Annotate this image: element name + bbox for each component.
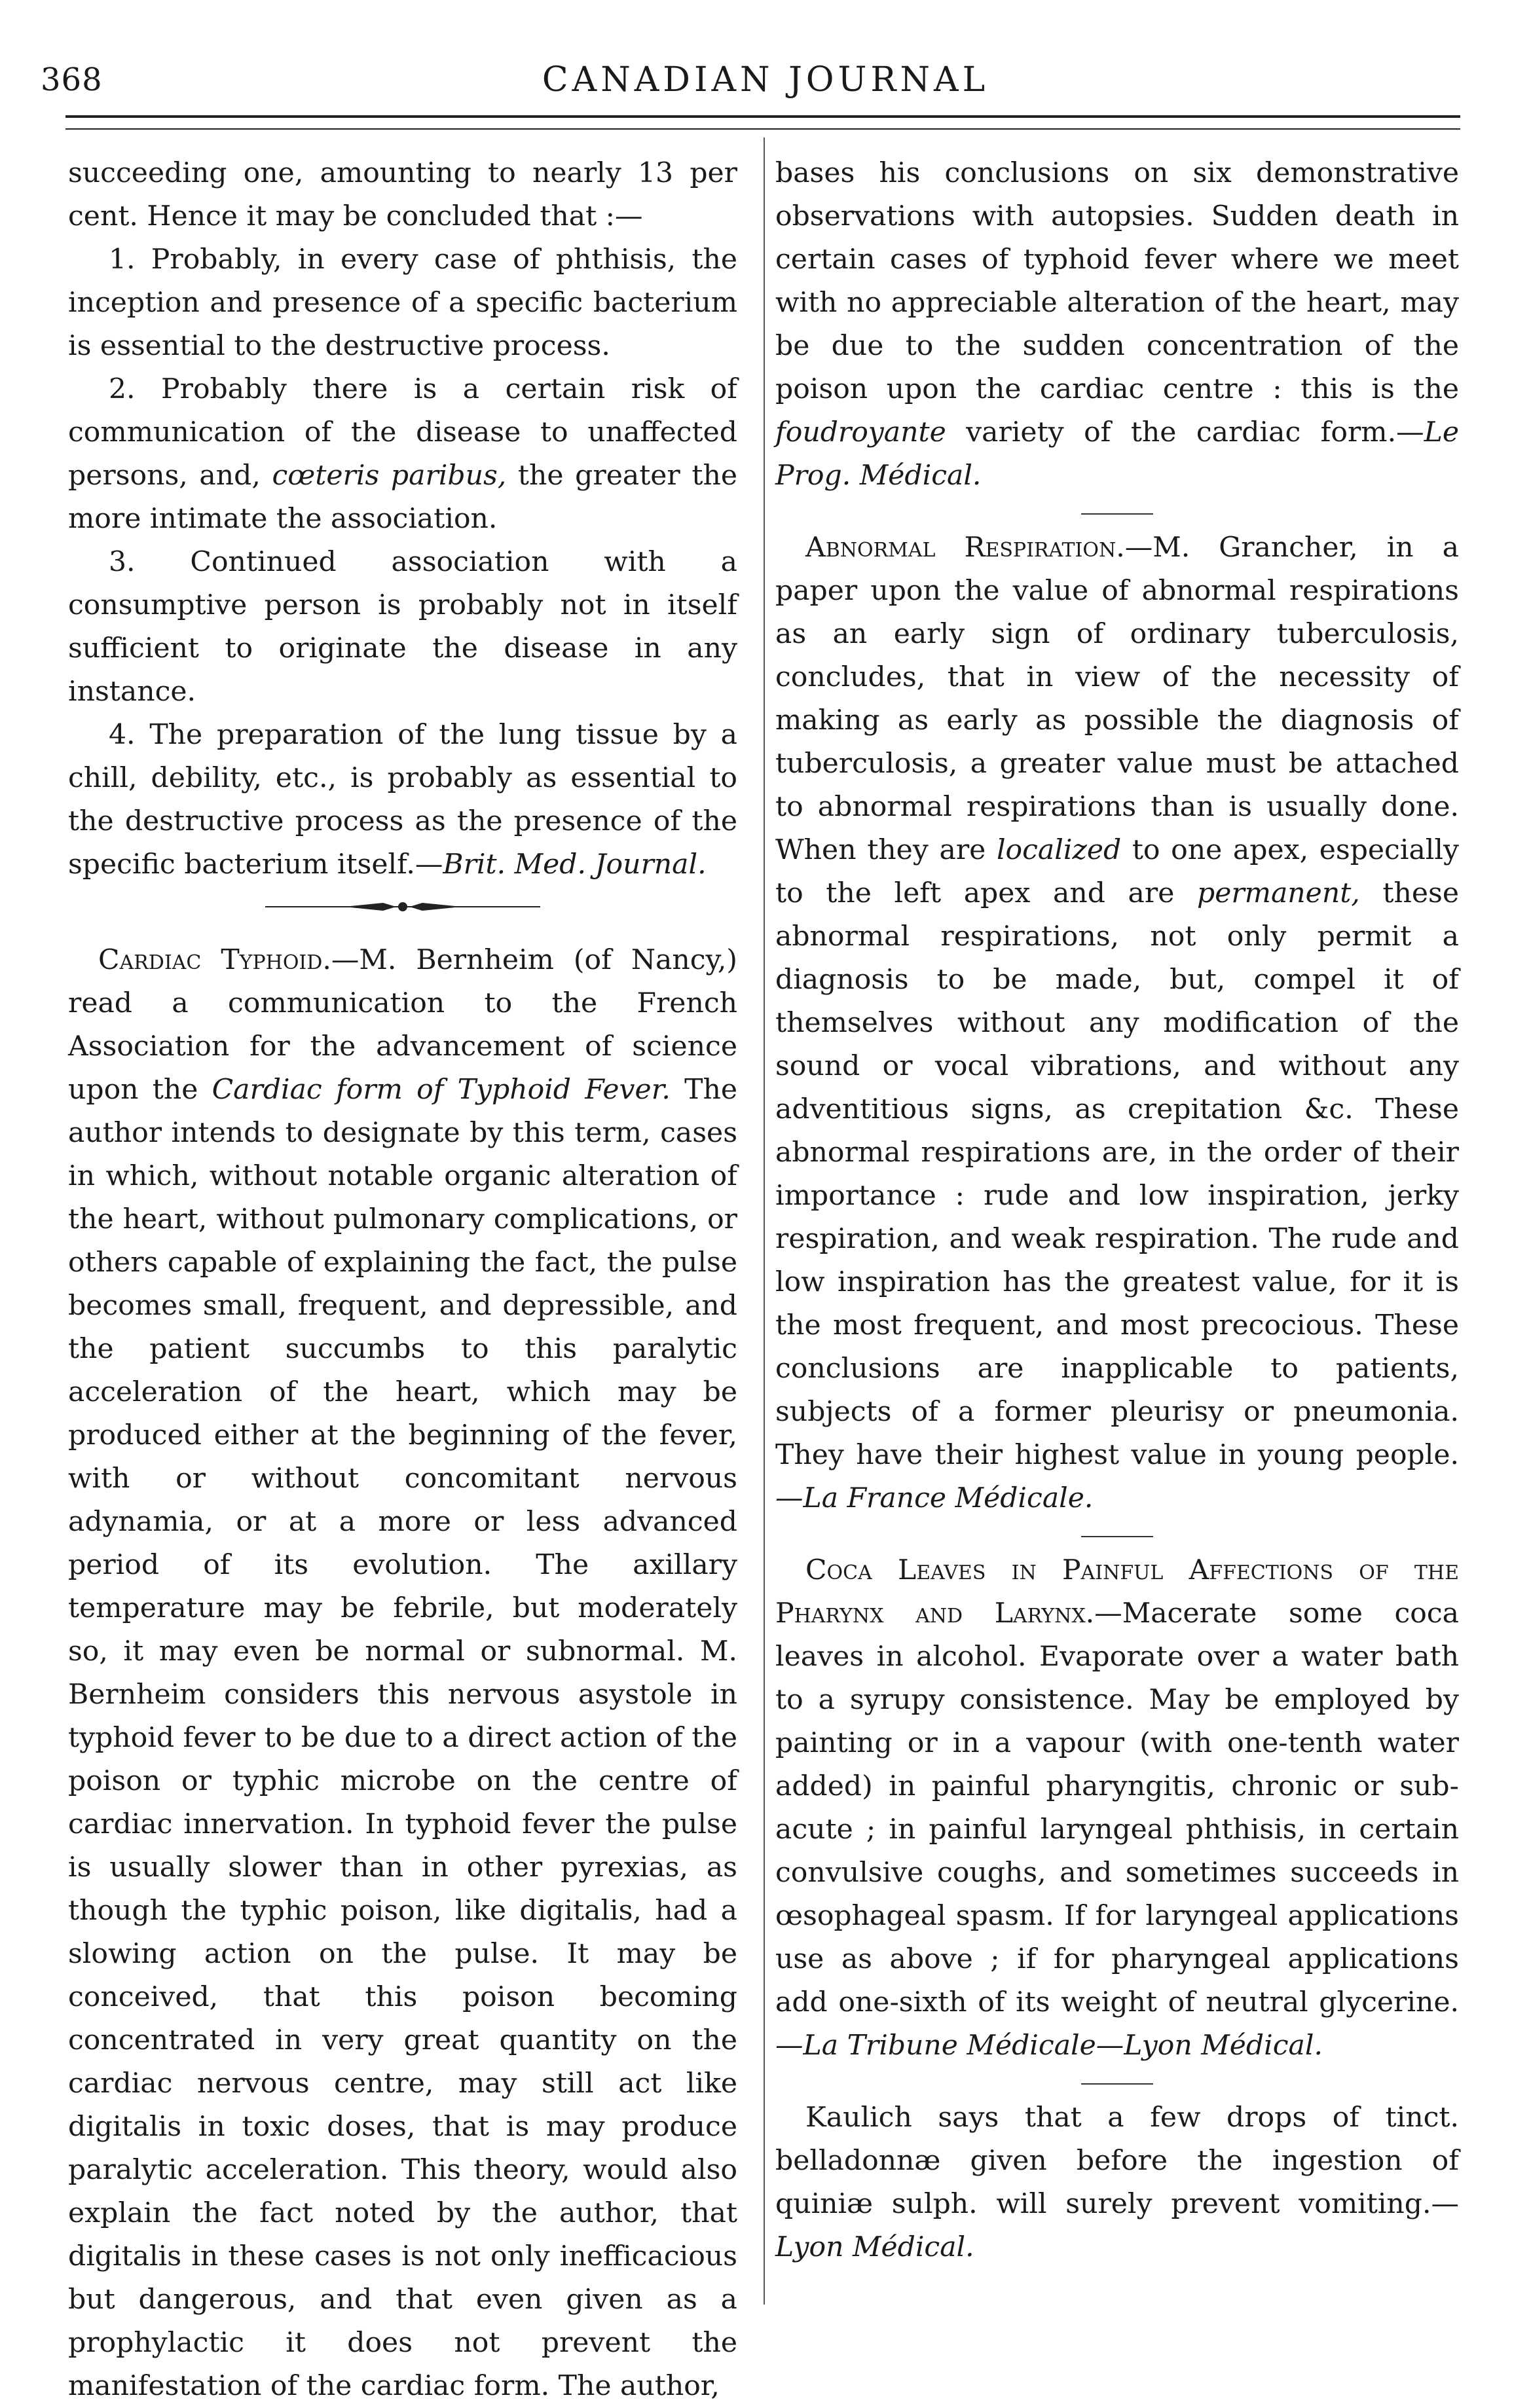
conclusion-4: 4. The preparation of the lung tissue by a chill, debility, etc., is probably as essential to the destructive process as the presence of the specific bacterium itself.—Brit. Med. Journal. [68,719,737,881]
respiration-source: —La France Médicale. [775,1482,1094,1514]
abnormal-respiration-heading: Abnormal Respiration. [805,532,1125,564]
running-title: CANADIAN JOURNAL [542,60,989,100]
coca-leaves-paragraph: Coca Leaves in Painful Affections of the Pharynx and Larynx.—Macerate some coca leaves in alcohol. Evaporate over a water bath to a syrupy consistence. May be employed by painting or in a vapour (with one-tenth water added) in painful pharyngitis, chronic or sub-acute ; in painful laryngeal phthisis, in certain convulsive coughs, and sometimes succeeds in œsophageal spasm. If for laryngeal applications use as above ; if for pharyngeal applications add one-sixth of its weight of neutral glycerine.—La Tribune Médicale—Lyon Médical. [775,1554,1459,2062]
left-column [68,152,737,2408]
header-rule-thick [65,115,1460,118]
conclusion-3: 3. Continued association with a consumptive person is probably not in itself sufficient to originate the disease in any instance. [68,546,737,708]
conclusion-2: 2. Probably there is a certain risk of communication of the disease to unaffected persons, and, cœteris paribus, the greater the more intimate the association. [68,373,737,535]
coca-source: —La Tribune Médicale—Lyon Médical. [775,2030,1323,2062]
section-separator [1081,513,1153,515]
abnormal-respiration-paragraph: Abnormal Respiration.—M. Grancher, in a paper upon the value of abnormal respirations as an early sign of ordinary tuberculosis, concludes, that in view of the necessity of making as early as possible the diagnosis of tuberculosis, a greater value must be attached to abnormal respirations than is usually done. When they are localized to one apex, especially to the left apex and are permanent, these abnormal respirations, not only permit a diagnosis to be made, but, compel it of themselves without any modification of the sound or vocal vibrations, and without any adventitious signs, as crepitation &c. These abnormal respirations are, in the order of their importance : rude and low inspiration, jerky respiration, and weak respiration. The rude and low inspiration has the greatest value, for it is the most frequent, and most precocious. These conclusions are inapplicable to patients, subjects of a former pleurisy or pneumonia. They have their highest value in young people. —La France Médicale. [775,532,1459,1514]
intro-paragraph: succeeding one, amounting to nearly 13 per cent. Hence it may be concluded that :— [68,157,737,232]
cardiac-source: Le Prog. Médical. [775,416,1459,492]
coca-leaves-heading: Coca Leaves in Painful Affections of the Pharynx and Larynx. [775,1554,1459,1630]
section-separator [1081,1536,1153,1537]
page-number: 368 [41,62,103,98]
right-column [775,152,1459,2269]
cardiac-typhoid-continued: bases his conclusions on six demonstrative observations with autopsies. Sudden death in certain cases of typhoid fever where we meet with no appreciable alteration of the heart, may be due to the sudden concentration of the poison upon the cardiac centre : this is the foudroyante variety of the cardiac form.—Le Prog. Médical. [775,157,1459,492]
conclusion-source: —Brit. Med. Journal. [415,848,707,881]
kaulich-paragraph: Kaulich says that a few drops of tinct. belladonnæ given before the ingestion of quiniæ sulph. will surely prevent vomiting.—Lyon Médical. [775,2102,1459,2263]
cardiac-typhoid-heading: Cardiac Typhoid. [98,944,331,976]
conclusion-1: 1. Probably, in every case of phthisis, the inception and presence of a specific bacterium is essential to the destructive process. [68,244,737,362]
header-rule-thin [65,128,1460,130]
cardiac-typhoid-paragraph: Cardiac Typhoid.—M. Bernheim (of Nancy,) read a communication to the French Association for the advancement of science upon the Cardiac form of Typhoid Fever. The author intends to designate by this term, cases in which, without notable organic alteration of the heart, without pulmonary complications, or others capable of explaining the fact, the pulse becomes small, frequent, and depressible, and the patient succumbs to this paralytic acceleration of the heart, which may be produced either at the beginning of the fever, with or without concomitant nervous adynamia, or at a more or less advanced period of its evolution. The axillary temperature may be febrile, but moderately so, it may even be normal or subnormal. M. Bernheim considers this nervous asystole in typhoid fever to be due to a direct action of the poison or typhic microbe on the centre of cardiac innervation. In typhoid fever the pulse is usually slower than in other pyrexias, as though the typhic poison, like digitalis, had a slowing action on the pulse. It may be conceived, that this poison becoming concentrated in very great quantity on the cardiac nervous centre, may still act like digitalis in toxic doses, that is may produce paralytic acceleration. This theory, would also explain the fact noted by the author, that digitalis in these cases is not only inefficacious but dangerous, and that even given as a prophylactic it does not prevent the manifestation of the cardiac form. The author, [68,944,737,2402]
section-separator [1081,2083,1153,2085]
kaulich-source: Lyon Médical. [775,2231,974,2263]
decorative-rule-ornament [68,886,737,924]
column-divider [764,137,765,2305]
